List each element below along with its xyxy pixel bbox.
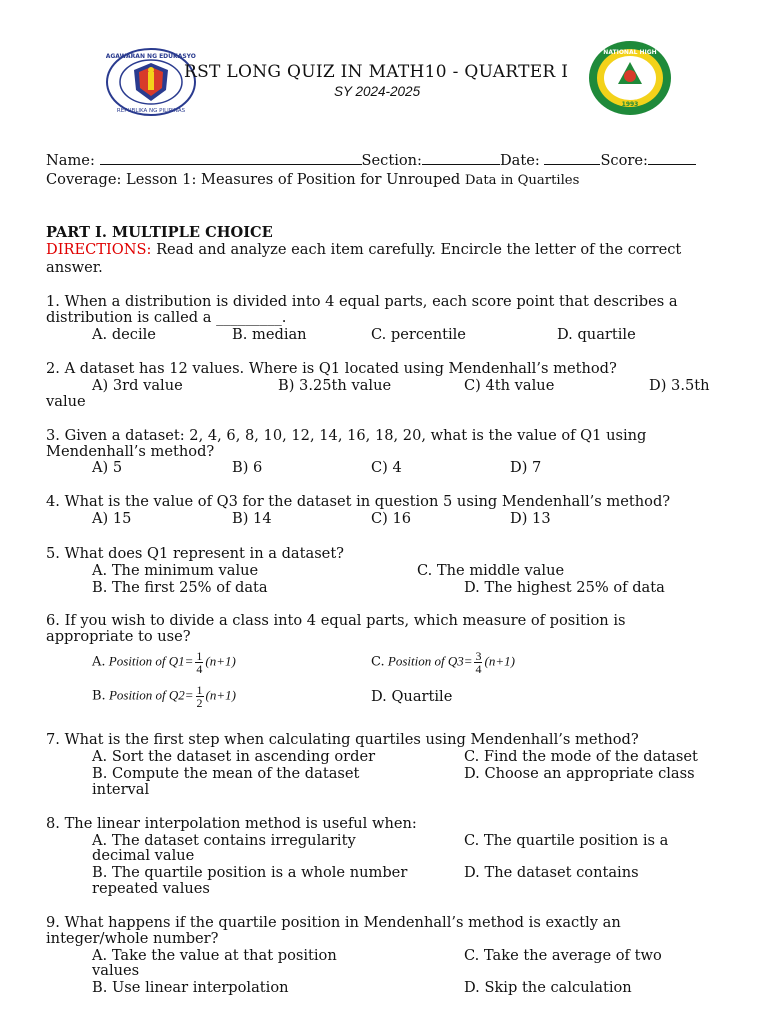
coverage-tail: Data in Quartiles — [464, 173, 580, 188]
q3-choice-a[interactable]: A) 5 — [92, 459, 123, 476]
q1-stem: 1. When a distribution is divided into 4 equal parts, each score point that describes a — [46, 293, 678, 310]
q2-choice-d-wrap: value — [46, 393, 86, 410]
coverage-main: Coverage: Lesson 1: Measures of Position for Unrouped — [46, 171, 461, 188]
q9-choice-a-wrap: values — [92, 962, 140, 979]
q2-choice-d[interactable]: D) 3.5th — [649, 377, 710, 394]
q3-stem-2: Mendenhall’s method? — [46, 443, 215, 460]
q7-choice-d-wrap: interval — [92, 781, 150, 798]
svg-text:KAGAWARAN NG EDUKASYON: KAGAWARAN NG EDUKASYON — [106, 53, 196, 60]
directions — [46, 241, 681, 258]
q6-choice-a[interactable] — [92, 650, 236, 675]
q4-choice-a[interactable]: A) 15 — [92, 510, 132, 527]
deped-seal-icon — [106, 48, 196, 116]
q8-choice-b-wrap: repeated values — [92, 880, 210, 897]
q6-c-expr: Position of Q3= — [387, 653, 473, 669]
q7-choice-d[interactable]: D. Choose an appropriate class — [464, 765, 695, 782]
q5-choice-c[interactable]: C. The middle value — [417, 562, 565, 579]
q1-choice-a[interactable]: A. decile — [92, 326, 156, 343]
score-field[interactable] — [648, 150, 696, 165]
q6-choice-b[interactable] — [92, 684, 236, 709]
score-label: Score: — [600, 152, 648, 169]
date-label: Date: — [499, 152, 540, 169]
svg-text:NATIONAL HIGH: NATIONAL HIGH — [603, 49, 657, 56]
q5-choice-d[interactable]: D. The highest 25% of data — [464, 579, 665, 596]
q1-choice-d[interactable]: D. quartile — [557, 326, 636, 343]
q8-choice-d[interactable]: D. The dataset contains — [464, 864, 639, 881]
info-line — [46, 150, 696, 169]
q9-stem: 9. What happens if the quartile position in Mendenhall’s method is exactly an — [46, 914, 621, 931]
svg-text:1993: 1993 — [621, 101, 639, 108]
q7-stem: 7. What is the first step when calculating quartiles using Mendenhall’s method? — [46, 731, 639, 748]
q6-choice-c[interactable] — [371, 650, 515, 675]
q7-choice-a[interactable]: A. Sort the dataset in ascending order — [92, 748, 376, 765]
coverage-line — [46, 171, 579, 189]
q6-c-fraction: $\frac{3}{4}$ — [475, 649, 482, 676]
school-year: SY 2024-2025 — [334, 84, 421, 99]
q5-stem: 5. What does Q1 represent in a dataset? — [46, 545, 345, 562]
q7-choice-c[interactable]: C. Find the mode of the dataset — [464, 748, 698, 765]
q6-b-letter: B. — [92, 688, 106, 704]
q6-stem-2: appropriate to use? — [46, 628, 191, 645]
name-field[interactable] — [100, 150, 362, 165]
date-field[interactable] — [544, 150, 600, 165]
q8-choice-c[interactable]: C. The quartile position is a — [464, 832, 669, 849]
q3-choice-b[interactable]: B) 6 — [232, 459, 263, 476]
directions-text: Read and analyze each item carefully. Encircle the letter of the correct — [156, 241, 682, 258]
q5-choice-b[interactable]: B. The first 25% of data — [92, 579, 268, 596]
q6-b-tail: (n+1) — [205, 687, 236, 703]
q6-c-letter: C. — [371, 654, 385, 670]
q7-choice-b[interactable]: B. Compute the mean of the dataset — [92, 765, 360, 782]
part-heading: PART I. MULTIPLE CHOICE — [46, 224, 273, 241]
q5-choice-a[interactable]: A. The minimum value — [92, 562, 259, 579]
q4-choice-b[interactable]: B) 14 — [232, 510, 272, 527]
q6-a-letter: A. — [92, 654, 106, 670]
directions-text-2: answer. — [46, 259, 103, 276]
directions-label: DIRECTIONS: — [46, 241, 152, 258]
q6-a-tail: (n+1) — [205, 653, 236, 669]
q8-choice-a[interactable]: A. The dataset contains irregularity — [92, 832, 356, 849]
q9-choice-a[interactable]: A. Take the value at that position — [92, 947, 337, 964]
q9-choice-c[interactable]: C. Take the average of two — [464, 947, 662, 964]
q9-choice-d[interactable]: D. Skip the calculation — [464, 979, 632, 996]
q6-a-expr: Position of Q1= — [108, 653, 194, 669]
quiz-title: RST LONG QUIZ IN MATH10 - QUARTER I — [184, 62, 569, 82]
q2-stem: 2. A dataset has 12 values. Where is Q1 located using Mendenhall’s method? — [46, 360, 617, 377]
q6-a-fraction: $\frac{1}{4}$ — [196, 649, 203, 676]
school-seal-icon — [588, 40, 672, 116]
q9-choice-b[interactable]: B. Use linear interpolation — [92, 979, 289, 996]
name-label: Name: — [46, 152, 95, 169]
q4-choice-d[interactable]: D) 13 — [510, 510, 551, 527]
section-label: Section: — [361, 152, 422, 169]
q1-choice-b[interactable]: B. median — [232, 326, 307, 343]
q9-stem-2: integer/whole number? — [46, 930, 219, 947]
q1-stem-2: distribution is called a _________. — [46, 309, 287, 326]
q8-choice-b[interactable]: B. The quartile position is a whole number — [92, 864, 408, 881]
q6-stem: 6. If you wish to divide a class into 4 equal parts, which measure of position is — [46, 612, 626, 629]
q8-stem: 8. The linear interpolation method is useful when: — [46, 815, 417, 832]
q6-b-fraction: $\frac{1}{2}$ — [196, 683, 203, 710]
q2-choice-b[interactable]: B) 3.25th value — [278, 377, 392, 394]
q2-choice-a[interactable]: A) 3rd value — [92, 377, 183, 394]
svg-text:REPUBLIKA NG PILIPINAS: REPUBLIKA NG PILIPINAS — [116, 108, 186, 114]
q4-choice-c[interactable]: C) 16 — [371, 510, 412, 527]
q8-choice-a-wrap: decimal value — [92, 847, 195, 864]
q1-choice-c[interactable]: C. percentile — [371, 326, 466, 343]
q3-choice-d[interactable]: D) 7 — [510, 459, 542, 476]
section-field[interactable] — [422, 150, 500, 165]
q6-choice-d[interactable]: D. Quartile — [371, 688, 453, 705]
q6-c-tail: (n+1) — [484, 653, 515, 669]
q3-stem: 3. Given a dataset: 2, 4, 6, 8, 10, 12, 14, 16, 18, 20, what is the value of Q1 using — [46, 427, 647, 444]
q4-stem: 4. What is the value of Q3 for the dataset in question 5 using Mendenhall’s method? — [46, 493, 671, 510]
q2-choice-c[interactable]: C) 4th value — [464, 377, 555, 394]
q3-choice-c[interactable]: C) 4 — [371, 459, 402, 476]
q6-b-expr: Position of Q2= — [108, 687, 194, 703]
